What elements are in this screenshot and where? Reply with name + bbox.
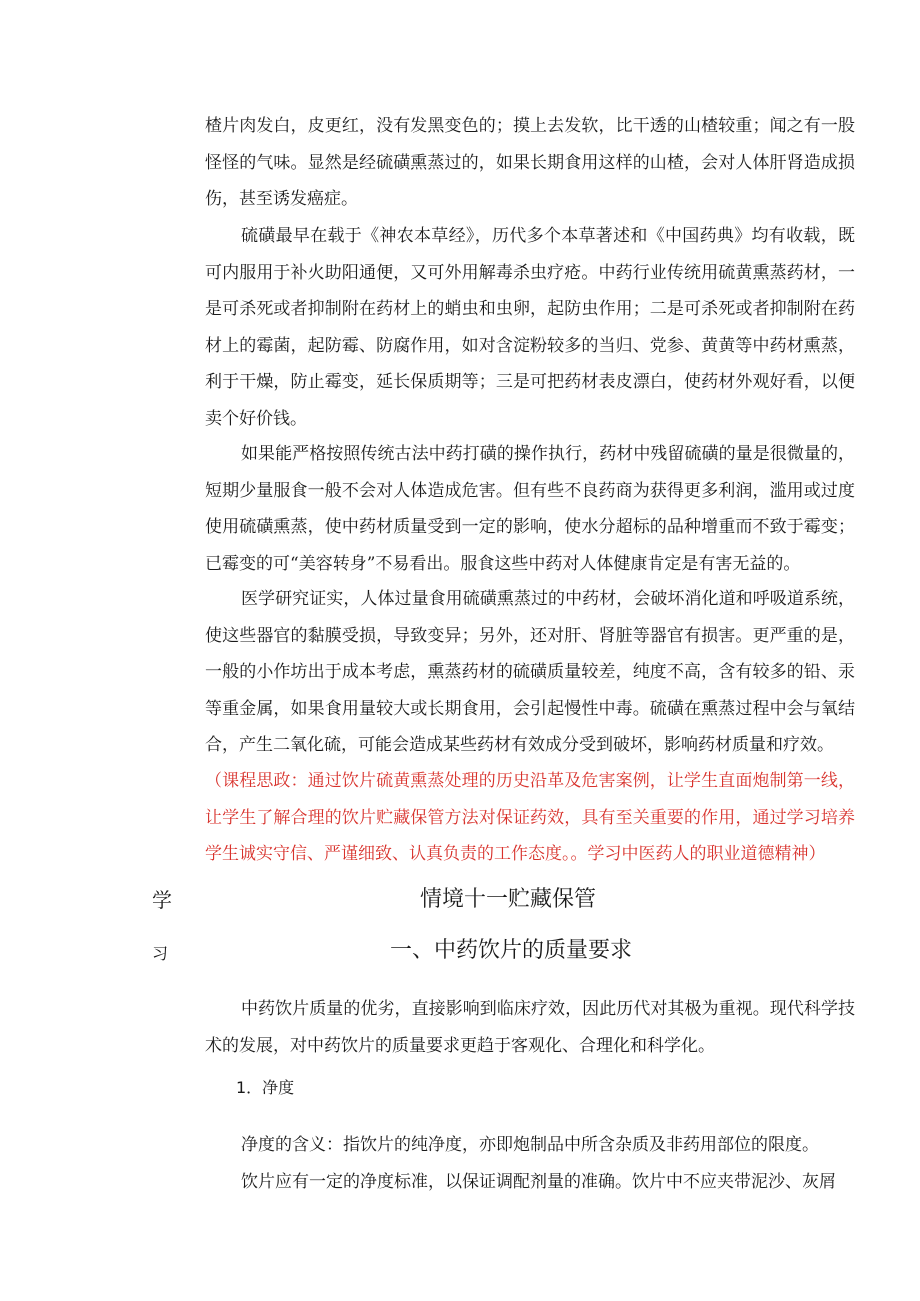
- paragraph-purity-definition: 净度的含义：指饮片的纯净度，亦即炮制品中所含杂质及非药用部位的限度。: [241, 1135, 819, 1155]
- paragraph-hawthorn-description: 楂片肉发白，皮更红，没有发黑变色的；摸上去发软，比干透的山楂较重；闻之有一股怪怪的气味。显然是经硫磺熏蒸过的，如果长期食用这样的山楂，会对人体肝肾造成损伤，甚至诱发癌症。: [205, 116, 855, 209]
- paragraph-sulfur-residue: 如果能严格按照传统古法中药打磺的操作执行，药材中残留硫磺的量是很微量的，短期少量服食一般不会对人体造成危害。但有些不良药商为获得更多利润，滥用或过度使用硫磺熏蒸，使中药材质量受到一定的影响，使水分超标的品种增重而不致于霉变；已霉变的可“美容转身”不易看出。服食这些中药对人体健康肯定是有害无益的。: [205, 444, 855, 574]
- side-label-xue: 学: [152, 888, 172, 912]
- heading-quality-requirements: 一、中药饮片的质量要求: [390, 938, 633, 963]
- paragraph-sulfur-history: 硫磺最早在载于《神农本草经》，历代多个本草著述和《中国药典》均有收载，既可内服用于补火助阳通便，又可外用解毒杀虫疗疮。中药行业传统用硫黄熏蒸药材，一是可杀死或者抑制附在药材上的蛸虫和虫卵，起防虫作用；二是可杀死或者抑制附在药材上的霉菌，起防霉、防腐作用，如对含淀粉较多的当归、党参、黄黄等中药材熏蒸，利于干燥，防止霉变，延长保质期等；三是可把药材表皮漂白，使药材外观好看，以便卖个好价钱。: [205, 226, 855, 429]
- subheading-purity: 1．净度: [236, 1078, 295, 1097]
- heading-situation-eleven: 情境十一贮藏保管: [420, 887, 597, 912]
- paragraph-course-ideology: （课程思政：通过饮片硫黄熏蒸处理的历史沿革及危害案例，让学生直面炮制第一线，让学生了解合理的饮片贮藏保管方法对保证药效，具有至关重要的作用，通过学习培养学生诚实守信、严谨细致、认真负责的工作态度。。学习中医药人的职业道德精神）: [205, 771, 855, 864]
- paragraph-medical-research: 医学研究证实，人体过量食用硫磺熏蒸过的中药材，会破坏消化道和呼吸道系统，使这些器官的黏膜受损，导致变异；另外，还对肝、肾脏等器官有损害。更严重的是，一般的小作坊出于成本考虑，熏蒸药材的硫磺质量较差，纯度不高，含有较多的铅、汞等重金属，如果食用量较大或长期食用，会引起慢性中毒。硫磺在熏蒸过程中会与氧结合，产生二氧化硫，可能会造成某些药材有效成分受到破坏，影响药材质量和疗效。: [205, 589, 855, 755]
- paragraph-purity-standard: 饮片应有一定的净度标准，以保证调配剂量的准确。饮片中不应夹带泥沙、灰屑: [241, 1172, 836, 1192]
- side-label-xi: 习: [152, 944, 169, 963]
- paragraph-quality-intro: 中药饮片质量的优劣，直接影响到临床疗效，因此历代对其极为重视。现代科学技术的发展，对中药饮片的质量要求更趋于客观化、合理化和科学化。: [205, 999, 855, 1056]
